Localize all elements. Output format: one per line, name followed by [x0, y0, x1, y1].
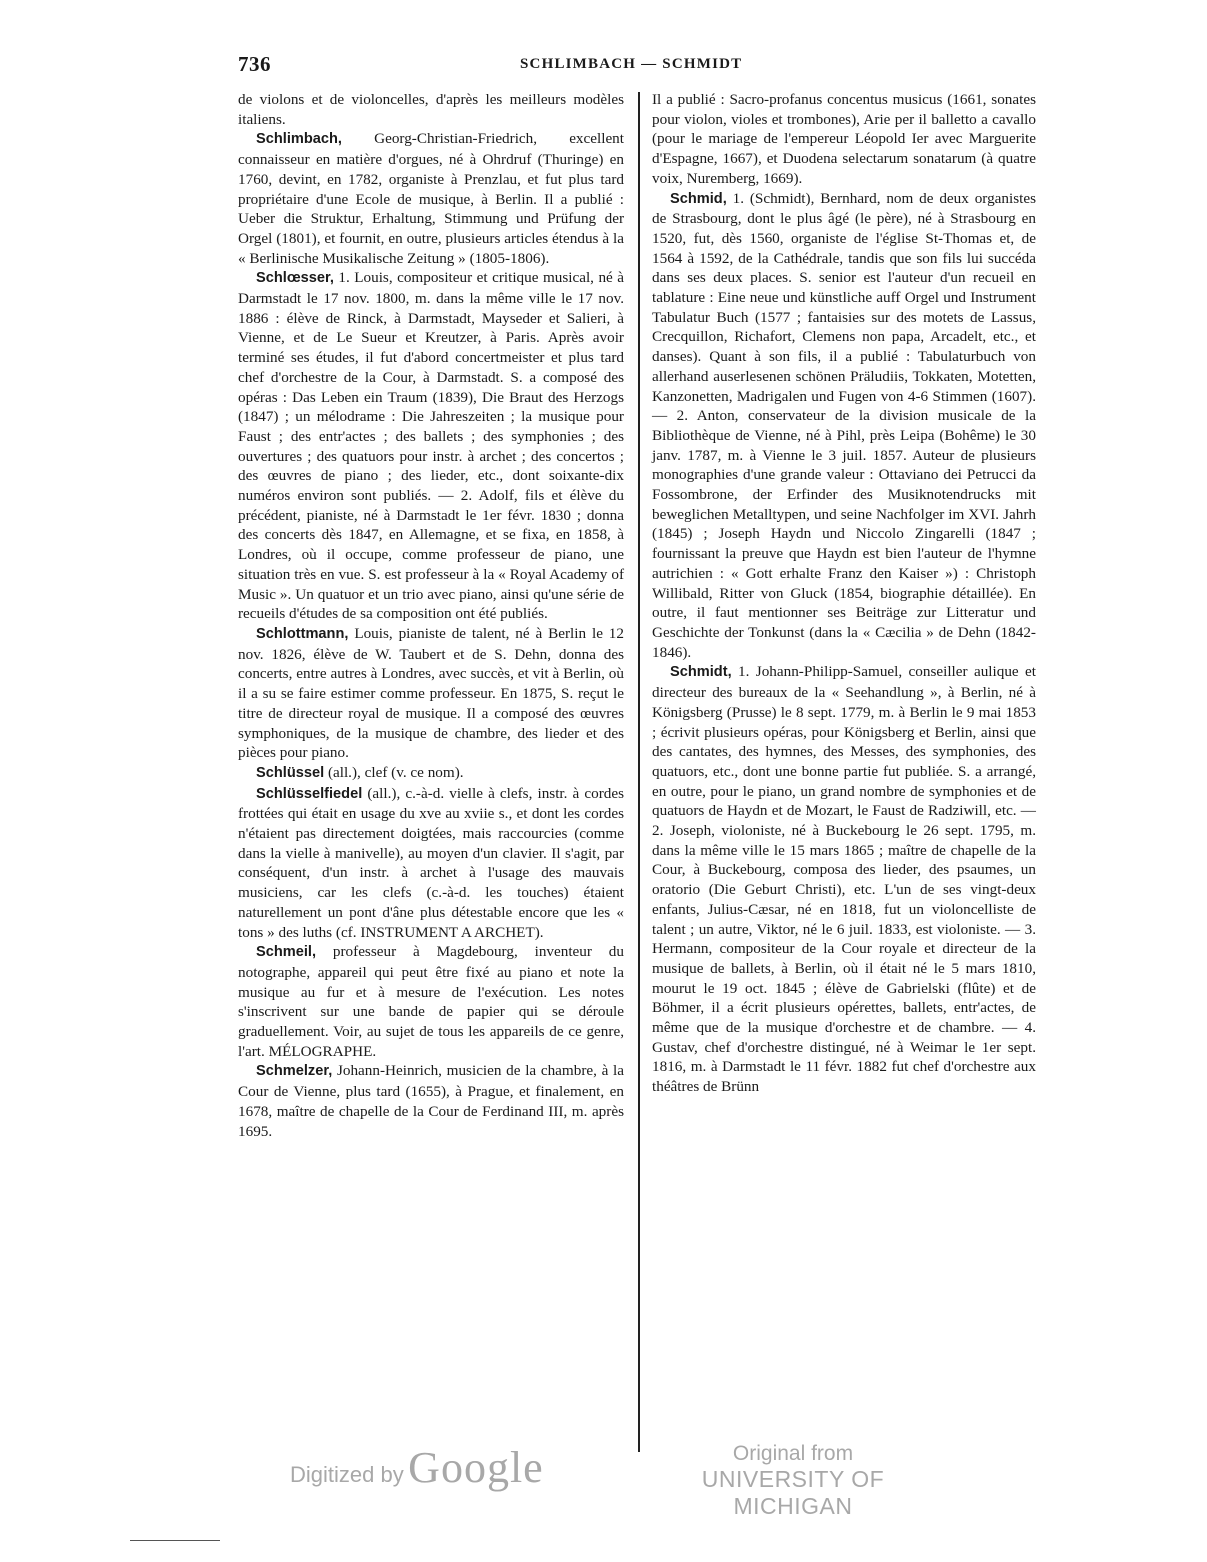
entry-text: de violons et de violoncelles, d'après les meilleurs modèles italiens. [238, 91, 624, 128]
entry-paragraph [652, 189, 1036, 663]
entry-paragraph [238, 784, 624, 943]
entry-headword: Schlüssel [256, 764, 325, 781]
university-label: UNIVERSITY OF MICHIGAN [701, 1466, 885, 1519]
entry-paragraph [238, 763, 624, 784]
scan-edge-mark [130, 1540, 220, 1541]
digitized-prefix: Digitized by [290, 1462, 404, 1487]
left-column [238, 90, 624, 1141]
original-from-watermark [668, 1442, 918, 1520]
entry-headword: Schlüsselfiedel [256, 785, 363, 802]
entry-text: Louis, pianiste de talent, né à Berlin le 12 nov. 1826, élève de W. Taubert et de S. Dehn, donna des concerts, entre autres à Londres, avec succès, et vit à Berlin, où il a su se faire estimer comme professeur. En 1875, S. reçut le titre de directeur royal de musique. Il a composé des œuvres symphoniques, de la musique de chambre, des lieder et des pièces pour piano. [238, 624, 624, 762]
page-number: 736 [238, 52, 271, 76]
entry-headword: Schmid, [670, 190, 727, 207]
entry-text: Il a publié : Sacro-profanus concentus musicus (1661, sonates pour violon, violes et trombones), Arie per il balletto a cavallo (pour le mariage de l'empereur Léopold Ier avec Marguerite d'Espagne, 1667), et Duodena selectarum sonatarum (à quatre voix, Nuremberg, 1669). [652, 91, 1036, 187]
entry-paragraph [238, 1061, 624, 1141]
entry-paragraph [238, 129, 624, 268]
original-from-label: Original from [732, 1442, 854, 1465]
entry-paragraph [238, 268, 624, 624]
entry-paragraph [238, 90, 624, 129]
entry-headword: Schmelzer, [256, 1063, 333, 1080]
column-divider [638, 92, 640, 1452]
entry-text: 1. Louis, compositeur et critique musical, né à Darmstadt le 17 nov. 1800, m. dans la même ville le 17 nov. 1886 : élève de Rinck, à Darmstadt, Mayseder et Salieri, à Vienne, et de Le Sueur et Kreutzer, à Paris. Après avoir terminé ses études, il fut d'abord concertmeister et plus tard chef d'orchestre de la Cour, à Darmstadt. S. a composé des opéras : Das Leben ein Traum (1839), Die Braut des Herzogs (1847) ; un mélodrame : Die Jahreszeiten ; la musique pour Faust ; des entr'actes ; des ballets ; des symphonies ; des ouvertures ; des quatuors pour instr. à archet ; des concertos ; des œuvres de piano ; des lieder, etc., dont soixante-dix numéros environ sont publiés. — 2. Adolf, fils et élève du précédent, pianiste, né à Darmstadt le 1er févr. 1830 ; donna des concerts dès 1847, en Allemagne, et se fixa, en 1858, à Londres, où il occupe, comme professeur de piano, une situation très en vue. S. est professeur à la « Royal Academy of Music ». Un quatuor et un trio avec piano, ainsi qu'une série de recueils d'études de sa composition ont été publiés. [238, 269, 624, 623]
entry-text: 1. Johann-Philipp-Samuel, conseiller aulique et directeur des bureaux de la « Seehandlung », à Berlin, né à Königsberg (Prusse) le 8 sept. 1779, m. à Berlin le 9 mai 1853 ; écrivit plusieurs opéras, pour Königsberg et Berlin, ainsi que des cantates, des hymnes, des Messes, des symphonies, des quatuors, etc., dont une bonne partie fut publiée. S. a arrangé, en outre, pour le piano, un grand nombre de symphonies et de quatuors de Haydn et de Mozart, le Faust de Radziwill, etc. — 2. Joseph, violoniste, né à Buckebourg le 26 sept. 1795, m. dans la même ville le 15 mars 1865 ; maître de chapelle de la Cour, à Buckebourg, composa des lieder, des psaumes, un oratorio (Die Geburt Christi), etc. L'un de ses vingt-deux enfants, Julius-Cæsar, né en 1818, fut un violoncelliste de talent ; un autre, Viktor, né le 6 juil. 1833, est violoniste. — 3. Hermann, compositeur de la Cour royale et directeur de la musique de ballets, à Berlin, où il était né le 5 mars 1810, mourut le 19 oct. 1845 ; élève de Gabrielski (flûte) et de Böhmer, il a écrit plusieurs opérettes, ballets, entr'actes, de même que de la musique d'orchestre et de chambre. — 4. Gustav, chef d'orchestre distingué, né à Weimar le 1er sept. 1816, m. à Darmstadt le 11 févr. 1882 fut chef d'orchestre aux théâtres de Brünn [652, 663, 1036, 1096]
entry-text: (all.), clef (v. ce nom). [327, 763, 464, 781]
entry-headword: Schlimbach, [256, 131, 342, 148]
entry-text: Georg-Christian-Friedrich, excellent connaisseur en matière d'orgues, né à Ohrdruf (Thuringe) en 1760, devint, en 1782, organiste à Prenzlau, et fut plus tard propriétaire d'une Ecole de musique, à Berlin. Il a publié : Ueber die Struktur, Erhaltung, Stimmung und Prüfung der Orgel (1801), et fournit, en outre, plusieurs articles étendus à la « Berlinische Musikalische Zeitung » (1805-1806). [238, 130, 624, 267]
google-logo: Google [408, 1443, 544, 1492]
right-column [652, 90, 1036, 1097]
digitized-by-watermark [290, 1442, 544, 1493]
entry-headword: Schlottmann, [256, 625, 349, 642]
entry-text: 1. (Schmidt), Bernhard, nom de deux organistes de Strasbourg, dont le plus âgé (le père), né à Strasbourg en 1520, fut, dès 1560, organiste de l'église St-Thomas et, de 1564 à 1592, de la Cathédrale, tandis que son fils lui succéda dans ses deux places. S. senior est l'auteur d'un recueil en tablature : Eine neue und künstliche auff Orgel und Instrument Tabulatur Buch (1577 ; fantaisies sur des motets de Lassus, Crecquillon, Richafort, Clemens non papa, Arcadelt, etc., et danses). Quant à son fils, il a publié : Tabulaturbuch von allerhand auserlesenen schönen Präludiis, Tokkaten, Motetten, Kanzonetten, Madrigalen und Fugen von 4-6 Stimmen (1607). — 2. Anton, conservateur de la division musicale de la Bibliothèque de Vienne, né à Pihl, près Leipa (Bohême) le 30 janv. 1787, m. à Vienne le 3 juil. 1857. Auteur de plusieurs monographies d'une grande valeur : Ottaviano dei Petrucci da Fossombrone, der Erfinder des Musiknotendrucks mit beweglichen Metalltypen, und seine Nachfolger im XVI. Jahrh (1845) ; Joseph Haydn und Niccolo Zingarelli (1847 ; fournissant la preuve que Haydn est bien l'auteur de l'hymne autrichien : « Gott erhalte Franz den Kaiser ») : Christoph Willibald, Ritter von Gluck (1854, biographie détaillée). En outre, il faut mentionner ses Beiträge zur Litteratur und Geschichte der Tonkunst (dans la « Cæcilia » de Dehn (1842-1846). [652, 189, 1037, 661]
entry-text: professeur à Magdebourg, inventeur du notographe, appareil qui peut être fixé au piano et note la musique au fur et à mesure de l'exécution. Les notes s'inscrivent sur une bande de papier qui se déroule graduellement. Voir, au sujet de tous les appareils de ce genre, l'art. MÉLOGRAPHE. [238, 943, 624, 1060]
entry-headword: Schlœsser, [256, 270, 334, 287]
entry-headword: Schmeil, [256, 944, 317, 961]
entry-headword: Schmidt, [670, 664, 732, 681]
entry-text: (all.), c.-à-d. vielle à clefs, instr. à cordes frottées qui était en usage du xve au xviie s., et dont les cordes n'étaient pas directement doigtées, mais raccourcies (comme dans la vielle à manivelle), au moyen d'un clavier. Il s'agit, par conséquent, d'un instr. à archet à l'usage des mauvais musiciens, car les clefs (c.-à-d. les touches) étaient naturellement un pont d'âne plus détestable encore que les « tons » des luths (cf. INSTRUMENT A ARCHET). [238, 784, 625, 941]
running-head: SCHLIMBACH — SCHMIDT [520, 56, 743, 72]
entry-paragraph [238, 624, 624, 763]
entry-text: Johann-Heinrich, musicien de la chambre, à la Cour de Vienne, plus tard (1655), à Prague, et finalement, en 1678, maître de chapelle de la Cour de Ferdinand III, m. après 1695. [238, 1062, 624, 1140]
entry-paragraph [238, 942, 624, 1061]
entry-paragraph [652, 662, 1036, 1096]
entry-paragraph [652, 90, 1036, 189]
